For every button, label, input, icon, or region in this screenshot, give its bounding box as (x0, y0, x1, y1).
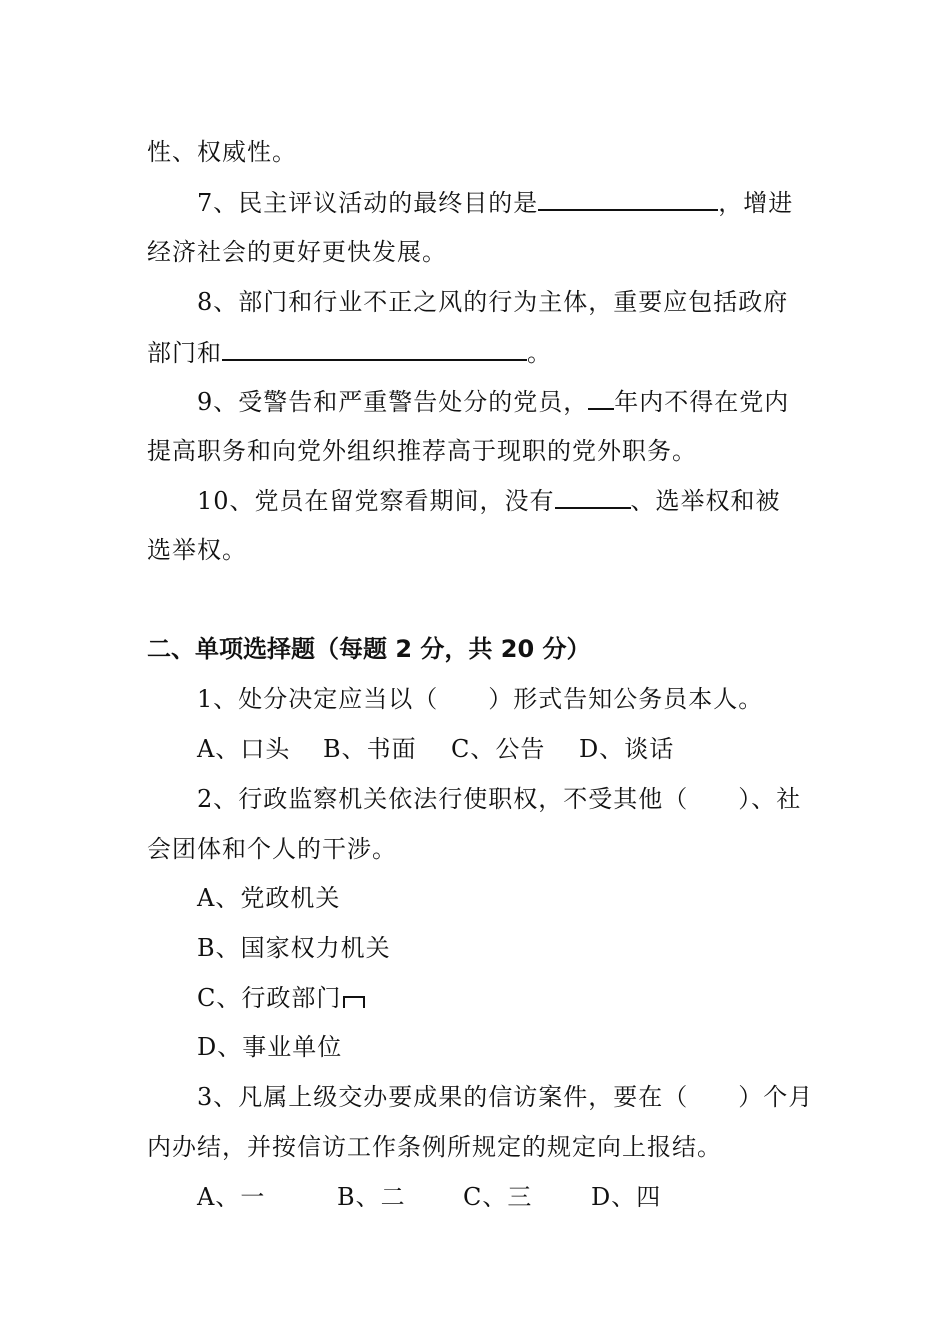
text: 内办结，并按信访工作条例所规定的规定向上报结。 (147, 1133, 722, 1161)
text: 7、民主评议活动的最终目的是 (197, 189, 539, 217)
text: C、行政部门 (197, 984, 342, 1012)
mc-question-2-line-1 (197, 784, 801, 814)
option-a[interactable]: A、口头 (197, 735, 291, 763)
mc-question-3-options (197, 1182, 661, 1212)
answer-blank[interactable] (555, 485, 631, 509)
option-d[interactable]: D、四 (591, 1183, 662, 1211)
mc-question-2-option-b[interactable] (197, 933, 391, 963)
question-8-line-1 (197, 287, 788, 317)
section-heading (147, 634, 591, 664)
mc-question-1 (197, 684, 763, 714)
answer-blank[interactable] (588, 386, 614, 410)
question-10-line-2 (147, 535, 247, 565)
mc-question-2-line-2 (147, 834, 397, 864)
question-9-line-1 (197, 386, 789, 417)
text: 1、处分决定应当以（ ）形式告知公务员本人。 (197, 685, 764, 713)
option-a[interactable]: A、一 (197, 1183, 266, 1211)
answer-blank[interactable] (538, 187, 718, 211)
question-9-line-2 (147, 436, 697, 466)
option-d[interactable]: D、谈话 (579, 735, 675, 763)
mc-question-2-option-d[interactable] (197, 1032, 342, 1062)
text: B、国家权力机关 (197, 934, 391, 962)
text: 、选举权和被 (630, 487, 781, 515)
q6-continuation (147, 137, 297, 167)
text: D、事业单位 (197, 1033, 343, 1061)
text: 选举权。 (147, 536, 247, 564)
text: A、党政机关 (197, 884, 341, 912)
text: 9、受警告和严重警告处分的党员， (197, 388, 589, 416)
mc-question-3-line-2 (147, 1132, 722, 1162)
text: 3、凡属上级交办要成果的信访案件，要在（ ）个月 (197, 1083, 814, 1111)
question-10-line-1 (197, 485, 781, 516)
mc-question-1-options (197, 734, 674, 764)
text: 提高职务和向党外组织推荐高于现职的党外职务。 (147, 437, 697, 465)
option-b[interactable]: B、书面 (323, 735, 417, 763)
question-7-line-2 (147, 237, 447, 267)
mc-question-2-option-a[interactable] (197, 883, 340, 913)
text: 部门和 (147, 339, 222, 367)
question-7-line-1 (197, 187, 793, 218)
bracket-mark-icon (343, 996, 365, 1008)
mc-question-3-line-1 (197, 1082, 813, 1112)
option-c[interactable]: C、公告 (451, 735, 546, 763)
option-b[interactable]: B、二 (337, 1183, 406, 1211)
answer-blank[interactable] (222, 337, 527, 361)
text: 二、单项选择题（每题 2 分，共 20 分） (147, 635, 591, 663)
text: 年内不得在党内 (614, 388, 790, 416)
text: ，增进 (718, 189, 794, 217)
question-8-line-2 (147, 337, 552, 368)
text: 经济社会的更好更快发展。 (147, 238, 447, 266)
text: 性、权威性。 (147, 138, 297, 166)
option-c[interactable]: C、三 (463, 1183, 533, 1211)
text: 。 (527, 339, 552, 367)
text: 8、部门和行业不正之风的行为主体，重要应包括政府 (197, 288, 789, 316)
text: 会团体和个人的干涉。 (147, 835, 397, 863)
text: 2、行政监察机关依法行使职权，不受其他（ ）、社 (197, 785, 802, 813)
mc-question-2-option-c[interactable] (197, 983, 365, 1013)
text: 10、党员在留党察看期间，没有 (197, 487, 555, 515)
